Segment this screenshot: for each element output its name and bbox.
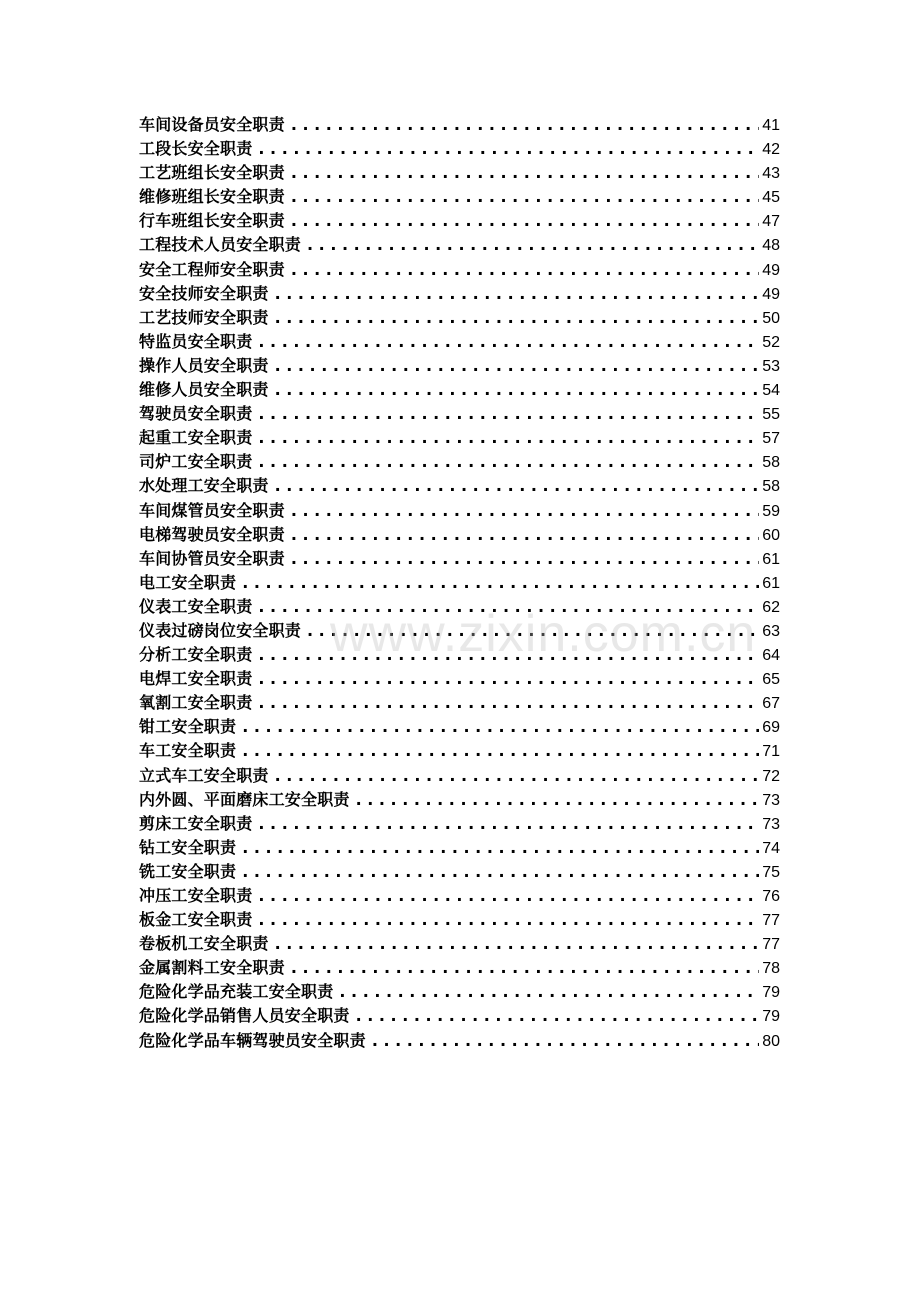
toc-entry[interactable] bbox=[139, 812, 780, 836]
toc-dot-leader bbox=[242, 571, 759, 595]
toc-entry[interactable] bbox=[139, 764, 780, 788]
toc-dot-leader bbox=[258, 450, 759, 474]
watermark: www.zixin.com.cn bbox=[330, 605, 757, 663]
toc-entry[interactable] bbox=[139, 980, 780, 1004]
toc-entry-page-number: 55 bbox=[762, 406, 780, 424]
toc-dot-leader bbox=[242, 715, 759, 739]
toc-entry-page-number: 61 bbox=[762, 550, 780, 568]
toc-entry-title: 安全技师安全职责 bbox=[139, 283, 269, 303]
toc-entry-title: 内外圆、平面磨床工安全职责 bbox=[139, 789, 350, 809]
toc-entry-title: 工段长安全职责 bbox=[139, 139, 253, 159]
toc-entry-page-number: 54 bbox=[762, 382, 780, 400]
toc-entry-title: 维修班组长安全职责 bbox=[139, 187, 285, 207]
toc-entry-title: 司炉工安全职责 bbox=[139, 452, 253, 472]
toc-entry[interactable] bbox=[139, 932, 780, 956]
toc-entry[interactable] bbox=[139, 113, 780, 137]
toc-entry-page-number: 79 bbox=[762, 1008, 780, 1026]
toc-dot-leader bbox=[372, 1029, 759, 1053]
toc-entry-title: 危险化学品销售人员安全职责 bbox=[139, 1006, 350, 1026]
toc-entry-title: 行车班组长安全职责 bbox=[139, 211, 285, 231]
toc-entry-page-number: 58 bbox=[762, 454, 780, 472]
toc-dot-leader bbox=[258, 330, 759, 354]
toc-dot-leader bbox=[258, 908, 759, 932]
toc-entry-title: 氧割工安全职责 bbox=[139, 693, 253, 713]
toc-entry-page-number: 75 bbox=[762, 863, 780, 881]
toc-entry[interactable] bbox=[139, 523, 780, 547]
toc-entry[interactable] bbox=[139, 450, 780, 474]
toc-dot-leader bbox=[291, 523, 759, 547]
toc-entry[interactable] bbox=[139, 595, 780, 619]
toc-dot-leader bbox=[291, 499, 759, 523]
toc-entry-title: 板金工安全职责 bbox=[139, 910, 253, 930]
toc-entry-title: 工程技术人员安全职责 bbox=[139, 235, 302, 255]
toc-entry-title: 卷板机工安全职责 bbox=[139, 934, 269, 954]
toc-entry-title: 安全工程师安全职责 bbox=[139, 259, 285, 279]
toc-entry-page-number: 43 bbox=[762, 165, 780, 183]
toc-entry-page-number: 80 bbox=[762, 1032, 780, 1050]
toc-entry-page-number: 72 bbox=[762, 767, 780, 785]
toc-entry-title: 电焊工安全职责 bbox=[139, 669, 253, 689]
toc-entry[interactable] bbox=[139, 788, 780, 812]
toc-entry-page-number: 49 bbox=[762, 285, 780, 303]
toc-entry-title: 危险化学品车辆驾驶员安全职责 bbox=[139, 1030, 366, 1050]
toc-entry-title: 车间协管员安全职责 bbox=[139, 548, 285, 568]
toc-entry-title: 剪床工安全职责 bbox=[139, 813, 253, 833]
toc-entry-page-number: 64 bbox=[762, 647, 780, 665]
toc-dot-leader bbox=[258, 691, 759, 715]
toc-entry[interactable] bbox=[139, 306, 780, 330]
toc-entry-title: 仪表工安全职责 bbox=[139, 596, 253, 616]
toc-entry-page-number: 41 bbox=[762, 117, 780, 134]
toc-dot-leader bbox=[258, 595, 759, 619]
toc-dot-leader bbox=[242, 860, 759, 884]
toc-entry-title: 电工安全职责 bbox=[139, 572, 237, 592]
toc-entry-title: 特监员安全职责 bbox=[139, 331, 253, 351]
toc-entry-page-number: 42 bbox=[762, 141, 780, 159]
toc-entry-page-number: 73 bbox=[762, 791, 780, 809]
toc-entry-page-number: 50 bbox=[762, 309, 780, 327]
toc-dot-leader bbox=[258, 137, 759, 161]
toc-dot-leader bbox=[258, 667, 759, 691]
toc-entry[interactable] bbox=[139, 474, 780, 498]
toc-entry-page-number: 63 bbox=[762, 622, 780, 640]
toc-entry[interactable] bbox=[139, 185, 780, 209]
toc-entry-page-number: 47 bbox=[762, 213, 780, 231]
toc-dot-leader bbox=[356, 788, 760, 812]
toc-dot-leader bbox=[291, 258, 759, 282]
toc-entry-page-number: 57 bbox=[762, 430, 780, 448]
toc-entry-page-number: 58 bbox=[762, 478, 780, 496]
toc-entry[interactable] bbox=[139, 499, 780, 523]
toc-entry[interactable] bbox=[139, 426, 780, 450]
toc-entry-title: 钳工安全职责 bbox=[139, 717, 237, 737]
toc-dot-leader bbox=[258, 402, 759, 426]
toc-dot-leader bbox=[307, 233, 759, 257]
toc-dot-leader bbox=[307, 619, 759, 643]
toc-entry[interactable] bbox=[139, 547, 780, 571]
toc-entry-page-number: 65 bbox=[762, 671, 780, 689]
toc-dot-leader bbox=[291, 209, 759, 233]
toc-entry[interactable] bbox=[139, 908, 780, 932]
toc-entry[interactable] bbox=[139, 619, 780, 643]
toc-entry-title: 工艺班组长安全职责 bbox=[139, 163, 285, 183]
toc-dot-leader bbox=[258, 426, 759, 450]
toc-entry-page-number: 76 bbox=[762, 888, 780, 905]
toc-entry[interactable] bbox=[139, 1004, 780, 1028]
toc-entry[interactable] bbox=[139, 739, 780, 763]
toc-dot-leader bbox=[275, 354, 760, 378]
toc-entry-page-number: 52 bbox=[762, 333, 780, 351]
toc-dot-leader bbox=[275, 378, 760, 402]
toc-dot-leader bbox=[242, 739, 759, 763]
toc-entry-title: 维修人员安全职责 bbox=[139, 380, 269, 400]
toc-entry-page-number: 60 bbox=[762, 526, 780, 544]
toc-entry[interactable] bbox=[139, 643, 780, 667]
toc-entry-title: 金属割料工安全职责 bbox=[139, 958, 285, 978]
toc-entry[interactable] bbox=[139, 860, 780, 884]
toc-entry[interactable] bbox=[139, 282, 780, 306]
toc-entry-page-number: 78 bbox=[762, 960, 780, 978]
toc-entry-title: 分析工安全职责 bbox=[139, 645, 253, 665]
toc-entry-title: 水处理工安全职责 bbox=[139, 476, 269, 496]
toc-dot-leader bbox=[291, 956, 759, 980]
toc-entry-title: 危险化学品充装工安全职责 bbox=[139, 982, 334, 1002]
toc-dot-leader bbox=[275, 474, 760, 498]
toc-dot-leader bbox=[258, 812, 759, 836]
toc-entry-title: 车工安全职责 bbox=[139, 741, 237, 761]
toc-dot-leader bbox=[275, 764, 760, 788]
toc-entry-page-number: 53 bbox=[762, 357, 780, 375]
toc-entry-page-number: 45 bbox=[762, 189, 780, 207]
toc-entry-page-number: 77 bbox=[762, 912, 780, 930]
toc-entry-page-number: 77 bbox=[762, 936, 780, 954]
toc-dot-leader bbox=[275, 282, 760, 306]
toc-entry[interactable] bbox=[139, 161, 780, 185]
toc-entry-title: 铣工安全职责 bbox=[139, 861, 237, 881]
toc-entry[interactable] bbox=[139, 715, 780, 739]
toc-entry[interactable] bbox=[139, 402, 780, 426]
toc-entry-page-number: 49 bbox=[762, 261, 780, 279]
toc-entry[interactable] bbox=[139, 956, 780, 980]
toc-entry-title: 电梯驾驶员安全职责 bbox=[139, 524, 285, 544]
toc-entry-title: 冲压工安全职责 bbox=[139, 886, 253, 905]
toc-entry-title: 起重工安全职责 bbox=[139, 428, 253, 448]
toc-dot-leader bbox=[275, 932, 760, 956]
toc-entry[interactable] bbox=[139, 571, 780, 595]
toc-entry[interactable] bbox=[139, 378, 780, 402]
toc-dot-leader bbox=[275, 306, 760, 330]
toc-entry-page-number: 67 bbox=[762, 695, 780, 713]
toc-entry-page-number: 61 bbox=[762, 574, 780, 592]
toc-dot-leader bbox=[242, 836, 759, 860]
toc-dot-leader bbox=[291, 161, 759, 185]
toc-entry-page-number: 59 bbox=[762, 502, 780, 520]
toc-entry[interactable] bbox=[139, 691, 780, 715]
toc-entry-title: 驾驶员安全职责 bbox=[139, 404, 253, 424]
toc-dot-leader bbox=[291, 547, 759, 571]
toc-dot-leader bbox=[291, 113, 759, 137]
toc-dot-leader bbox=[258, 884, 759, 908]
toc-entry-title: 工艺技师安全职责 bbox=[139, 307, 269, 327]
toc-dot-leader bbox=[258, 643, 759, 667]
toc-entry-title: 钻工安全职责 bbox=[139, 837, 237, 857]
toc-entry-title: 立式车工安全职责 bbox=[139, 765, 269, 785]
toc-entry-page-number: 73 bbox=[762, 815, 780, 833]
toc-entry[interactable] bbox=[139, 836, 780, 860]
toc-entry-title: 车间设备员安全职责 bbox=[139, 115, 285, 134]
toc-entry-title: 仪表过磅岗位安全职责 bbox=[139, 620, 302, 640]
toc-entry-page-number: 79 bbox=[762, 984, 780, 1002]
toc-entry-title: 操作人员安全职责 bbox=[139, 355, 269, 375]
toc-entry-page-number: 74 bbox=[762, 839, 780, 857]
toc-dot-leader bbox=[291, 185, 759, 209]
toc-entry-page-number: 69 bbox=[762, 719, 780, 737]
toc-entry[interactable] bbox=[139, 354, 780, 378]
toc-entry[interactable] bbox=[139, 233, 780, 257]
table-of-contents bbox=[139, 113, 780, 1053]
toc-entry-page-number: 48 bbox=[762, 237, 780, 255]
toc-entry[interactable] bbox=[139, 137, 780, 161]
toc-entry[interactable] bbox=[139, 667, 780, 691]
toc-dot-leader bbox=[356, 1004, 760, 1028]
toc-entry[interactable] bbox=[139, 330, 780, 354]
toc-entry[interactable] bbox=[139, 209, 780, 233]
toc-entry[interactable] bbox=[139, 884, 780, 908]
toc-entry-page-number: 62 bbox=[762, 598, 780, 616]
toc-entry-page-number: 71 bbox=[762, 743, 780, 761]
toc-entry[interactable] bbox=[139, 1029, 780, 1053]
toc-dot-leader bbox=[339, 980, 759, 1004]
toc-entry-title: 车间煤管员安全职责 bbox=[139, 500, 285, 520]
toc-entry[interactable] bbox=[139, 258, 780, 282]
